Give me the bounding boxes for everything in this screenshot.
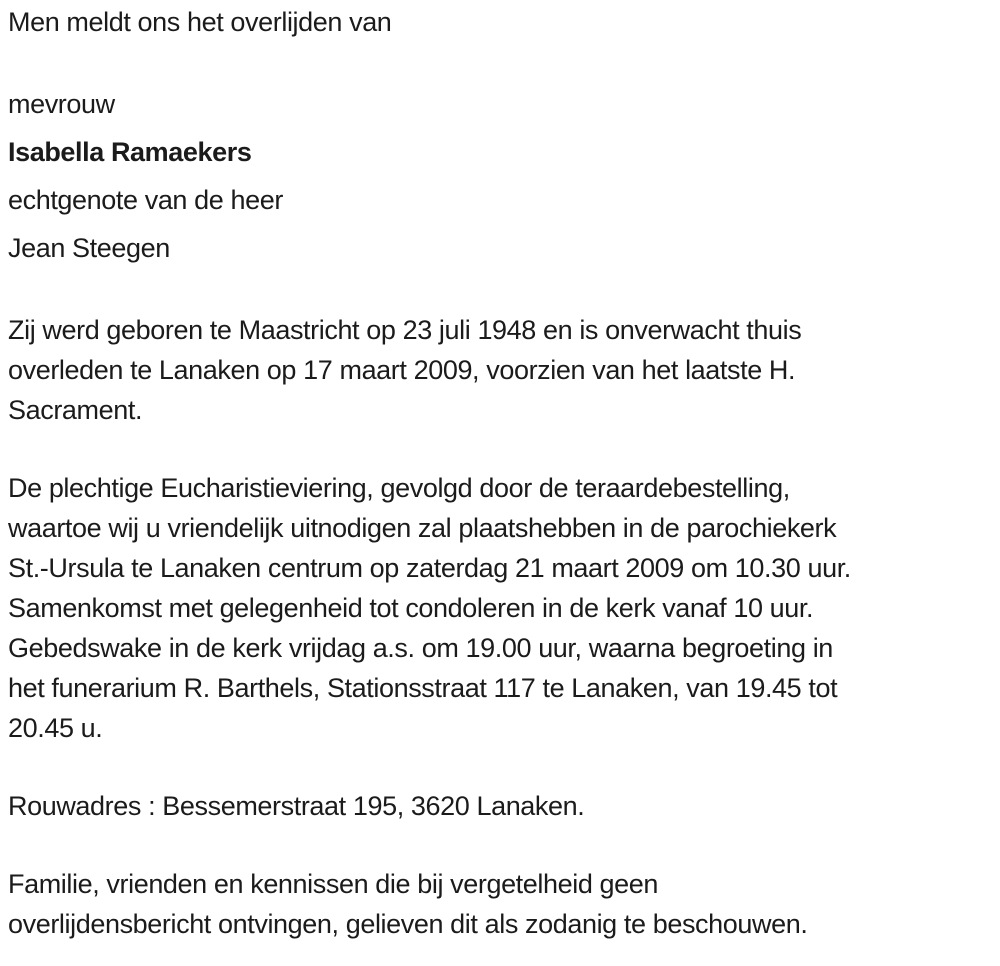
deceased-name: Isabella Ramaekers: [8, 137, 252, 167]
text-line: overleden te Lanaken op 17 maart 2009, voorzien van het laatste H.: [8, 355, 796, 385]
text-line: Zij werd geboren te Maastricht op 23 juli 1948 en is onverwacht thuis: [8, 315, 802, 345]
paragraph-funeral-service: [8, 468, 992, 748]
salutation-text: mevrouw: [8, 89, 115, 119]
mourning-address-text: Rouwadres : Bessemerstraat 195, 3620 Lanaken.: [8, 791, 585, 821]
paragraph-notice: [8, 864, 992, 944]
paragraph-deceased-header: [8, 80, 992, 272]
text-line: De plechtige Eucharistieviering, gevolgd door de teraardebestelling,: [8, 473, 790, 503]
text-line: St.-Ursula te Lanaken centrum op zaterdag 21 maart 2009 om 10.30 uur.: [8, 553, 851, 583]
relation-text: echtgenote van de heer: [8, 185, 283, 215]
spouse-name: Jean Steegen: [8, 233, 170, 263]
text-line: Samenkomst met gelegenheid tot condoleren in de kerk vanaf 10 uur.: [8, 593, 814, 623]
text-line: waartoe wij u vriendelijk uitnodigen zal plaatshebben in de parochiekerk: [8, 513, 837, 543]
text-line: Gebedswake in de kerk vrijdag a.s. om 19.00 uur, waarna begroeting in: [8, 633, 833, 663]
text-line: het funerarium R. Barthels, Stationsstraat 117 te Lanaken, van 19.45 tot: [8, 673, 838, 703]
paragraph-mourning-address: [8, 786, 992, 826]
text-line: 20.45 u.: [8, 713, 103, 743]
paragraph-birth-death: [8, 310, 992, 430]
text-line: overlijdensbericht ontvingen, gelieven dit als zodanig te beschouwen.: [8, 909, 808, 939]
text-line: Familie, vrienden en kennissen die bij vergetelheid geen: [8, 869, 659, 899]
paragraph-announcement: [8, 2, 992, 42]
announcement-text: Men meldt ons het overlijden van: [8, 7, 392, 37]
text-line: Sacrament.: [8, 395, 143, 425]
